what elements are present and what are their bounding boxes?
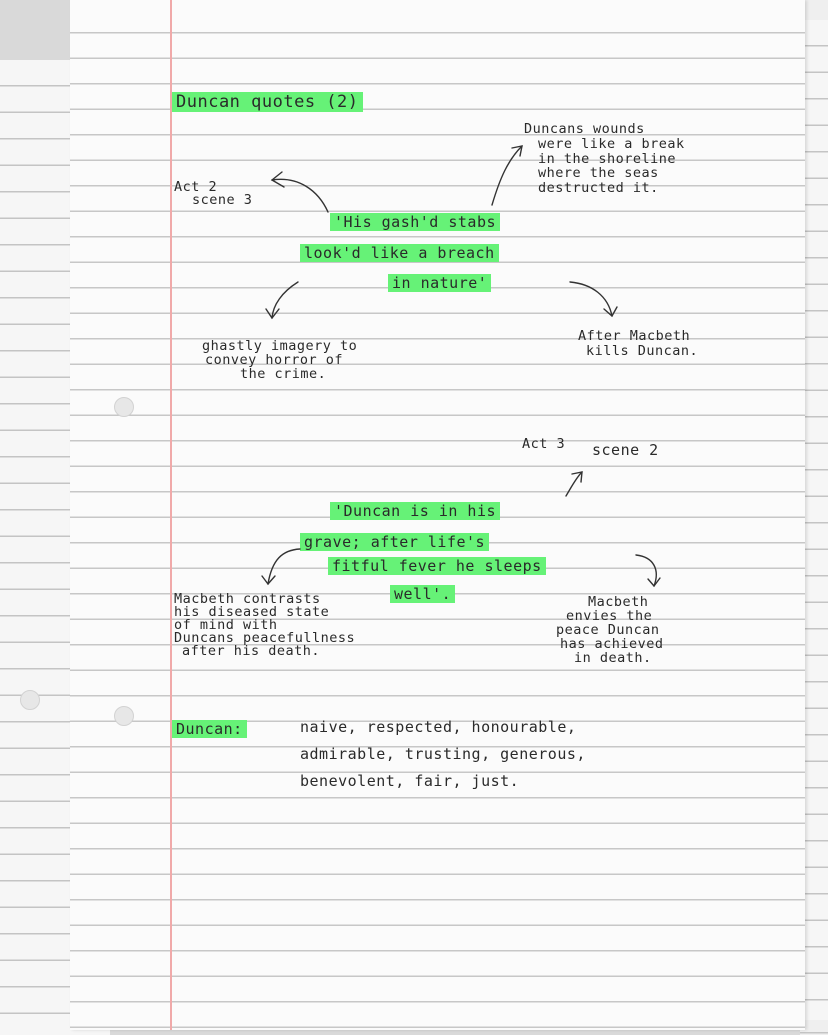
notebook-photo: Duncan quotes (2) Act 2 scene 3 Duncans wounds were like a break in the shoreline where the seas destructed it. 'His gash'd stabs look'd like a breach in nature' ghastly imagery to convey horror of the crime. After Macbeth kills Duncan. Act 3 scene 2 'Duncan is in his grave; after life's fitful fever he sleeps well'. Macbeth contrasts his diseased state of mind with Duncans peacefullness after his death. Macbeth envies the peace Duncan has achieved in death. Duncan: naive, respected, honourable, admirable, trusting, generous, benevolent, fair, just. — [0, 0, 828, 1035]
quote2-scene: scene 2 — [592, 441, 659, 459]
quote2-act: Act 3 — [522, 436, 566, 452]
summary-label: Duncan: — [172, 720, 247, 738]
quote1-scene: scene 3 — [192, 192, 253, 208]
page-title: Duncan quotes (2) — [172, 92, 363, 112]
punch-hole — [114, 397, 134, 417]
margin-line — [170, 0, 172, 1030]
punch-hole — [114, 706, 134, 726]
quote1-act: Act 2 — [174, 179, 218, 195]
punch-hole — [20, 690, 40, 710]
